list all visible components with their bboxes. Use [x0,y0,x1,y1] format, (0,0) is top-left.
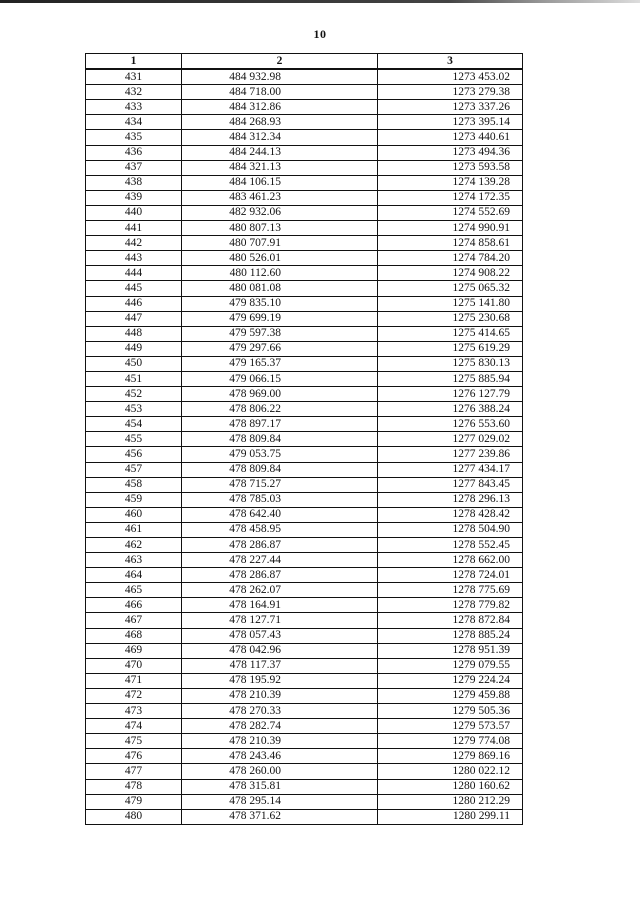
x-coordinate-cell: 484 106.15 [182,175,378,190]
x-coordinate-cell: 480 081.08 [182,281,378,296]
point-number-cell: 474 [86,719,182,734]
point-number-cell: 451 [86,371,182,386]
point-number-cell: 441 [86,221,182,236]
column-header-2: 2 [182,54,378,70]
y-coordinate-cell: 1279 573.57 [378,719,523,734]
y-coordinate-cell: 1279 224.24 [378,673,523,688]
column-header-3: 3 [378,54,523,70]
x-coordinate-cell: 479 066.15 [182,371,378,386]
table-row [86,779,523,794]
y-coordinate-cell: 1277 029.02 [378,432,523,447]
y-coordinate-cell: 1276 388.24 [378,402,523,417]
point-number-cell: 460 [86,507,182,522]
y-coordinate-cell: 1275 885.94 [378,371,523,386]
x-coordinate-cell: 480 707.91 [182,236,378,251]
x-coordinate-cell: 479 053.75 [182,447,378,462]
x-coordinate-cell: 478 243.46 [182,749,378,764]
x-coordinate-cell: 478 260.00 [182,764,378,779]
point-number-cell: 452 [86,387,182,402]
x-coordinate-cell: 478 969.00 [182,387,378,402]
table-row [86,462,523,477]
page-number: 10 [313,27,327,41]
point-number-cell: 454 [86,417,182,432]
x-coordinate-cell: 478 809.84 [182,462,378,477]
x-coordinate-cell: 478 042.96 [182,643,378,658]
y-coordinate-cell: 1275 830.13 [378,356,523,371]
x-coordinate-cell: 478 785.03 [182,492,378,507]
point-number-cell: 473 [86,704,182,719]
table-row [86,734,523,749]
x-coordinate-cell: 484 312.34 [182,130,378,145]
y-coordinate-cell: 1279 505.36 [378,704,523,719]
x-coordinate-cell: 478 371.62 [182,809,378,824]
table-row [86,628,523,643]
table-row [86,719,523,734]
x-coordinate-cell: 479 297.66 [182,341,378,356]
table-row [86,371,523,386]
point-number-cell: 431 [86,69,182,85]
y-coordinate-cell: 1277 434.17 [378,462,523,477]
y-coordinate-cell: 1278 428.42 [378,507,523,522]
point-number-cell: 475 [86,734,182,749]
table-row [86,538,523,553]
point-number-cell: 456 [86,447,182,462]
table-row [86,130,523,145]
point-number-cell: 461 [86,522,182,537]
x-coordinate-cell: 484 244.13 [182,145,378,160]
y-coordinate-cell: 1278 724.01 [378,568,523,583]
point-number-cell: 453 [86,402,182,417]
table-row [86,69,523,85]
table-row [86,764,523,779]
point-number-cell: 449 [86,341,182,356]
point-number-cell: 443 [86,251,182,266]
table-row [86,658,523,673]
y-coordinate-cell: 1276 553.60 [378,417,523,432]
point-number-cell: 435 [86,130,182,145]
y-coordinate-cell: 1274 784.20 [378,251,523,266]
x-coordinate-cell: 478 210.39 [182,734,378,749]
x-coordinate-cell: 484 718.00 [182,85,378,100]
table-row [86,432,523,447]
point-number-cell: 434 [86,115,182,130]
point-number-cell: 465 [86,583,182,598]
y-coordinate-cell: 1273 453.02 [378,69,523,85]
point-number-cell: 437 [86,160,182,175]
table-row [86,311,523,326]
table-row [86,115,523,130]
y-coordinate-cell: 1273 337.26 [378,100,523,115]
point-number-cell: 459 [86,492,182,507]
point-number-cell: 479 [86,794,182,809]
x-coordinate-cell: 478 117.37 [182,658,378,673]
x-coordinate-cell: 478 282.74 [182,719,378,734]
y-coordinate-cell: 1275 065.32 [378,281,523,296]
point-number-cell: 470 [86,658,182,673]
x-coordinate-cell: 478 227.44 [182,553,378,568]
table-row [86,553,523,568]
y-coordinate-cell: 1275 230.68 [378,311,523,326]
table-row [86,341,523,356]
y-coordinate-cell: 1274 139.28 [378,175,523,190]
y-coordinate-cell: 1274 908.22 [378,266,523,281]
scan-edge-line [0,0,640,3]
point-number-cell: 446 [86,296,182,311]
point-number-cell: 472 [86,688,182,703]
table-row [86,673,523,688]
y-coordinate-cell: 1273 440.61 [378,130,523,145]
y-coordinate-cell: 1277 239.86 [378,447,523,462]
y-coordinate-cell: 1275 414.65 [378,326,523,341]
x-coordinate-cell: 482 932.06 [182,205,378,220]
y-coordinate-cell: 1275 619.29 [378,341,523,356]
point-number-cell: 476 [86,749,182,764]
header-row [86,54,523,70]
point-number-cell: 478 [86,779,182,794]
table-row [86,704,523,719]
y-coordinate-cell: 1278 504.90 [378,522,523,537]
x-coordinate-cell: 480 526.01 [182,251,378,266]
table-row [86,160,523,175]
y-coordinate-cell: 1280 160.62 [378,779,523,794]
x-coordinate-cell: 484 268.93 [182,115,378,130]
x-coordinate-cell: 478 195.92 [182,673,378,688]
y-coordinate-cell: 1279 459.88 [378,688,523,703]
table-row [86,145,523,160]
table-row [86,326,523,341]
y-coordinate-cell: 1279 774.08 [378,734,523,749]
point-number-cell: 445 [86,281,182,296]
x-coordinate-cell: 483 461.23 [182,190,378,205]
y-coordinate-cell: 1274 172.35 [378,190,523,205]
x-coordinate-cell: 478 164.91 [182,598,378,613]
point-number-cell: 444 [86,266,182,281]
x-coordinate-cell: 484 312.86 [182,100,378,115]
column-header-1: 1 [86,54,182,70]
point-number-cell: 447 [86,311,182,326]
x-coordinate-cell: 479 165.37 [182,356,378,371]
y-coordinate-cell: 1273 593.58 [378,160,523,175]
x-coordinate-cell: 480 807.13 [182,221,378,236]
point-number-cell: 440 [86,205,182,220]
x-coordinate-cell: 479 597.38 [182,326,378,341]
y-coordinate-cell: 1280 022.12 [378,764,523,779]
y-coordinate-cell: 1280 299.11 [378,809,523,824]
x-coordinate-cell: 478 642.40 [182,507,378,522]
table-row [86,749,523,764]
x-coordinate-cell: 478 458.95 [182,522,378,537]
x-coordinate-cell: 478 286.87 [182,538,378,553]
point-number-cell: 450 [86,356,182,371]
point-number-cell: 439 [86,190,182,205]
y-coordinate-cell: 1273 395.14 [378,115,523,130]
point-number-cell: 433 [86,100,182,115]
point-number-cell: 448 [86,326,182,341]
table-row [86,175,523,190]
x-coordinate-cell: 484 321.13 [182,160,378,175]
x-coordinate-cell: 478 295.14 [182,794,378,809]
table-row [86,809,523,824]
table-row [86,598,523,613]
y-coordinate-cell: 1277 843.45 [378,477,523,492]
y-coordinate-cell: 1278 779.82 [378,598,523,613]
y-coordinate-cell: 1278 775.69 [378,583,523,598]
table-row [86,583,523,598]
x-coordinate-cell: 480 112.60 [182,266,378,281]
y-coordinate-cell: 1278 872.84 [378,613,523,628]
y-coordinate-cell: 1279 869.16 [378,749,523,764]
x-coordinate-cell: 478 809.84 [182,432,378,447]
point-number-cell: 469 [86,643,182,658]
point-number-cell: 467 [86,613,182,628]
table-row [86,221,523,236]
point-number-cell: 477 [86,764,182,779]
table-row [86,402,523,417]
x-coordinate-cell: 478 127.71 [182,613,378,628]
coordinates-table [85,53,523,825]
y-coordinate-cell: 1278 951.39 [378,643,523,658]
table-row [86,492,523,507]
x-coordinate-cell: 484 932.98 [182,69,378,85]
table-row [86,688,523,703]
point-number-cell: 463 [86,553,182,568]
point-number-cell: 466 [86,598,182,613]
table-row [86,522,523,537]
table-row [86,85,523,100]
y-coordinate-cell: 1273 279.38 [378,85,523,100]
x-coordinate-cell: 478 806.22 [182,402,378,417]
y-coordinate-cell: 1273 494.36 [378,145,523,160]
y-coordinate-cell: 1279 079.55 [378,658,523,673]
table-row [86,296,523,311]
table-row [86,507,523,522]
x-coordinate-cell: 478 897.17 [182,417,378,432]
x-coordinate-cell: 479 835.10 [182,296,378,311]
x-coordinate-cell: 478 210.39 [182,688,378,703]
table-row [86,417,523,432]
table-row [86,266,523,281]
x-coordinate-cell: 478 286.87 [182,568,378,583]
y-coordinate-cell: 1280 212.29 [378,794,523,809]
y-coordinate-cell: 1278 552.45 [378,538,523,553]
y-coordinate-cell: 1278 662.00 [378,553,523,568]
point-number-cell: 457 [86,462,182,477]
x-coordinate-cell: 478 315.81 [182,779,378,794]
x-coordinate-cell: 478 057.43 [182,628,378,643]
table-row [86,356,523,371]
table-row [86,205,523,220]
table-body [86,69,523,824]
y-coordinate-cell: 1274 552.69 [378,205,523,220]
table-row [86,100,523,115]
y-coordinate-cell: 1275 141.80 [378,296,523,311]
x-coordinate-cell: 479 699.19 [182,311,378,326]
table-row [86,643,523,658]
table-row [86,568,523,583]
y-coordinate-cell: 1274 858.61 [378,236,523,251]
table-header [86,54,523,70]
point-number-cell: 480 [86,809,182,824]
table-row [86,190,523,205]
y-coordinate-cell: 1276 127.79 [378,387,523,402]
point-number-cell: 464 [86,568,182,583]
point-number-cell: 468 [86,628,182,643]
point-number-cell: 455 [86,432,182,447]
table-row [86,613,523,628]
y-coordinate-cell: 1278 296.13 [378,492,523,507]
point-number-cell: 436 [86,145,182,160]
y-coordinate-cell: 1274 990.91 [378,221,523,236]
table-row [86,281,523,296]
x-coordinate-cell: 478 262.07 [182,583,378,598]
point-number-cell: 432 [86,85,182,100]
x-coordinate-cell: 478 270.33 [182,704,378,719]
table-row [86,447,523,462]
point-number-cell: 442 [86,236,182,251]
point-number-cell: 438 [86,175,182,190]
y-coordinate-cell: 1278 885.24 [378,628,523,643]
point-number-cell: 458 [86,477,182,492]
point-number-cell: 462 [86,538,182,553]
table-row [86,387,523,402]
table-row [86,236,523,251]
point-number-cell: 471 [86,673,182,688]
x-coordinate-cell: 478 715.27 [182,477,378,492]
table-row [86,794,523,809]
table-row [86,477,523,492]
table-row [86,251,523,266]
